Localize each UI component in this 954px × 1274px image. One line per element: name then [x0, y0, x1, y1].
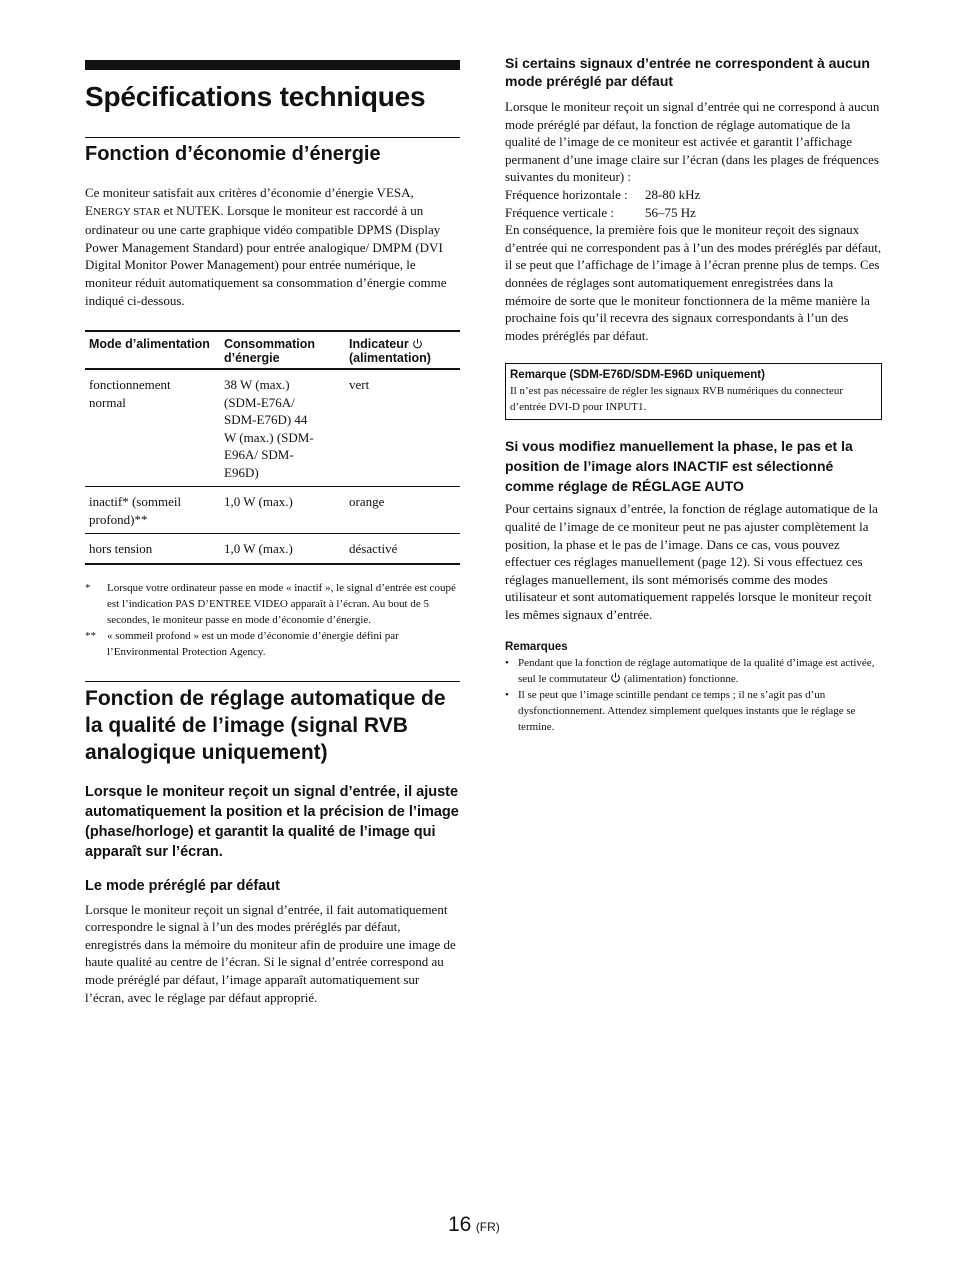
power-table — [85, 330, 460, 565]
page-number: 16 (FR) — [448, 1213, 500, 1236]
table-header: Mode d’alimentation — [89, 337, 210, 352]
note-text: Il n’est pas nécessaire de régler les signaux RVB numériques du connecteur d’entrée DVI-D pour INPUT1. — [510, 385, 843, 414]
table-cell: vert — [349, 377, 370, 393]
table-cell: 1,0 W (max.) — [224, 494, 293, 510]
heading-no-preset: Si certains signaux d’entrée ne correspondent à aucun mode préréglé par défaut — [505, 55, 870, 89]
remarks-title: Remarques — [505, 641, 568, 654]
note-title: Remarque (SDM-E76D/SDM-E96D uniquement) — [510, 369, 765, 382]
section-rule — [85, 681, 460, 682]
heading-manual-adjust: Si vous modifiez manuellement la phase, le pas et la position de l’image alors INACTIF est sélectionné comme réglage de RÉGLAGE AUTO — [505, 438, 853, 495]
power-icon — [610, 672, 621, 683]
manual-adjust-text: Pour certains signaux d’entrée, la fonction de réglage automatique de la qualité de l’image de ce moniteur peut ne pas ajuster complètement la position, la phase et le pas de l’image. Dans ce cas, vous pouvez effectuer ces réglages manuellement (page 12). Si vous effectuez ces réglages manuellement, ils sont mémorisés comme des modes utilisateur et sont automatiquement rappelés lorsque le moniteur reçoit les mêmes signaux d’entrée. — [505, 501, 878, 622]
no-preset-text: Lorsque le moniteur reçoit un signal d’entrée qui ne correspond à aucun mode préréglé par défaut, la fonction de réglage automatique de la qualité de l’image de ce moniteur est activée et garantit l’affichage permanent d’une image claire sur l’écran (dans les plages de fréquences suivantes du moniteur) : — [505, 99, 880, 185]
power-icon — [412, 338, 423, 349]
table-row — [85, 487, 460, 534]
left-column — [85, 60, 460, 1006]
subsection-title-default-mode: Le mode préréglé par défaut — [85, 877, 280, 894]
table-cell: 1,0 W (max.) — [224, 541, 293, 557]
no-preset-text-2: En conséquence, la première fois que le moniteur reçoit des signaux d’entrée qui ne correspondent pas à l’un des modes préréglés par défaut, il se peut que l’affichage de l’image à l’écran prenne plus de temps. Ces données de réglages sont automatiquement enregistrées dans la mémoire de sorte que le moniteur fonctionnera de la même manière la prochaine fois qu’il recevra des signaux correspondants à l’un des modes préréglés par défaut. — [505, 222, 882, 343]
table-cell: 38 W (max.) (SDM-E76A/ SDM-E76D) 44 W (max.) (SDM-E96A/ SDM-E96D) — [224, 377, 314, 480]
table-header: Indicateur (alimentation) — [349, 337, 431, 366]
list-item: • Pendant que la fonction de réglage automatique de la qualité d’image est activée, seul le commutateur (alimentation) fonctionne. — [505, 657, 875, 686]
section-title-energy: Fonction d’économie d’énergie — [85, 143, 381, 165]
energy-intro: Ce moniteur satisfait aux critères d’économie d’énergie VESA, ENERGY STAR et NUTEK. Lorsque le moniteur est raccordé à un ordinateur ou une carte graphique vidéo compatible DPMS (Display Power Management Standard) pour entrée analogique/ DMPM (DVI Digital Monitor Power Management) pour entrée numérique, le moniteur réduit automatiquement sa consommation d’énergie comme indiqué ci-dessous. — [85, 185, 447, 308]
table-cell: désactivé — [349, 541, 398, 557]
footnote: ** « sommeil profond » est un mode d’économie d’énergie défini par l’Environmental Protection Agency. — [85, 629, 399, 658]
footnote: * Lorsque votre ordinateur passe en mode « inactif », le signal d’entrée est coupé est l’indication PAS D’ENTREE VIDEO apparaît à l’écran. Au bout de 5 secondes, le moniteur passe en mode d’économie d’énergie. — [85, 581, 456, 626]
right-column — [505, 54, 882, 735]
freq-vertical: Fréquence verticale : 56–75 Hz — [505, 204, 696, 220]
table-header: Consommation d’énergie — [224, 337, 315, 366]
default-mode-text: Lorsque le moniteur reçoit un signal d’entrée, il fait automatiquement correspondre le signal à l’un des modes préréglés par défaut, enregistrés dans la mémoire du moniteur afin de produire une image de haute qualité au centre de l’écran. Si le signal d’entrée correspond au mode préréglé par défaut, l’image apparaît automatiquement sur l’écran, avec le réglage par défaut approprié. — [85, 901, 456, 1005]
table-header-row — [85, 331, 460, 369]
footnotes — [85, 580, 460, 660]
table-cell: orange — [349, 494, 385, 510]
freq-horizontal: Fréquence horizontale : 28-80 kHz — [505, 186, 701, 202]
section-title-auto-adjust: Fonction de réglage automatique de la qualité de l’image (signal RVB analogique uniquement) — [85, 686, 446, 764]
page-title: Spécifications techniques — [85, 81, 426, 112]
section-rule — [85, 137, 460, 138]
table-cell: fonctionnement normal — [89, 377, 171, 410]
table-cell: hors tension — [89, 541, 153, 557]
auto-adjust-lead: Lorsque le moniteur reçoit un signal d’entrée, il ajuste automatiquement la position et la précision de l’image (phase/horloge) et garantit la qualité de l’image qui apparaît sur l’écran. — [85, 783, 459, 860]
title-bar-rule — [85, 60, 460, 70]
table-cell: inactif* (sommeil profond)** — [89, 494, 182, 527]
note-box — [505, 363, 882, 420]
table-row — [85, 534, 460, 564]
table-row — [85, 369, 460, 487]
list-item: • Il se peut que l’image scintille pendant ce temps ; il ne s’agit pas d’un dysfonctionnement. Attendez simplement quelques instants que le réglage se termine. — [505, 689, 856, 734]
